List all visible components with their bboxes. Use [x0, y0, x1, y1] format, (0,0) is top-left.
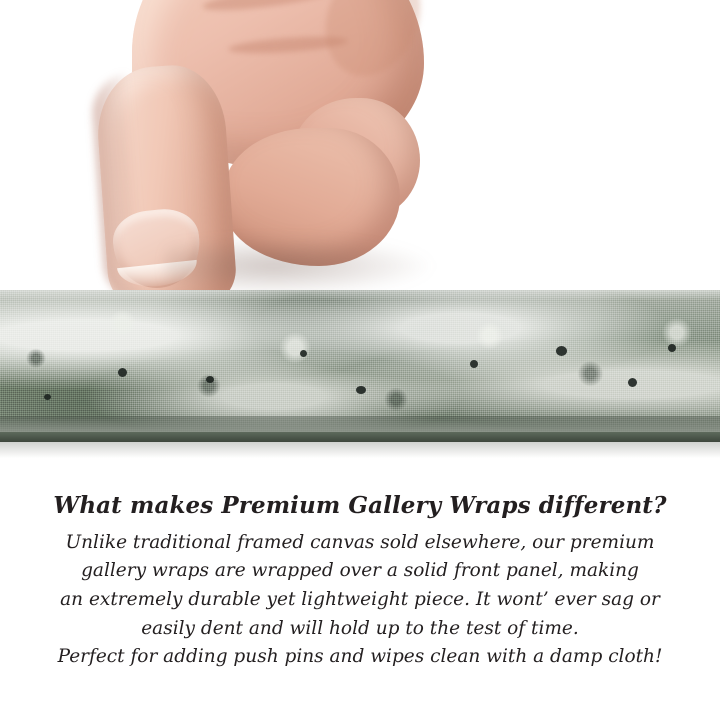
copy-line-3: an extremely durable yet lightweight piece. It wont’ ever sag or [60, 588, 660, 610]
marketing-copy [0, 492, 720, 672]
canvas-speck [206, 376, 214, 383]
canvas-top-highlight [0, 290, 720, 300]
canvas-back-edge [0, 432, 720, 442]
canvas-drop-shadow [0, 442, 720, 458]
canvas-speck [556, 346, 567, 356]
gallery-wrap-canvas-edge [0, 290, 720, 442]
canvas-speck [118, 368, 127, 377]
copy-line-5: Perfect for adding push pins and wipes clean with a damp cloth! [57, 646, 663, 668]
hand-contact-shadow [166, 236, 436, 296]
copy-line-4: easily dent and will hold up to the test of time. [141, 617, 579, 639]
canvas-speck [470, 360, 478, 368]
copy-line-1: Unlike traditional framed canvas sold elsewhere, our premium [65, 531, 655, 553]
canvas-speck [300, 350, 307, 357]
canvas-speck [356, 386, 366, 394]
hand-illustration [96, 0, 426, 308]
canvas-bottom-edge [0, 416, 720, 432]
canvas-speck [44, 394, 51, 400]
copy-line-2: gallery wraps are wrapped over a solid front panel, making [81, 560, 639, 582]
knuckle-crease-3 [309, 0, 437, 90]
knuckle-crease-1 [201, 0, 342, 16]
copy-headline: What makes Premium Gallery Wraps different? [53, 492, 667, 519]
canvas-speck [668, 344, 676, 352]
canvas-speck [628, 378, 637, 387]
